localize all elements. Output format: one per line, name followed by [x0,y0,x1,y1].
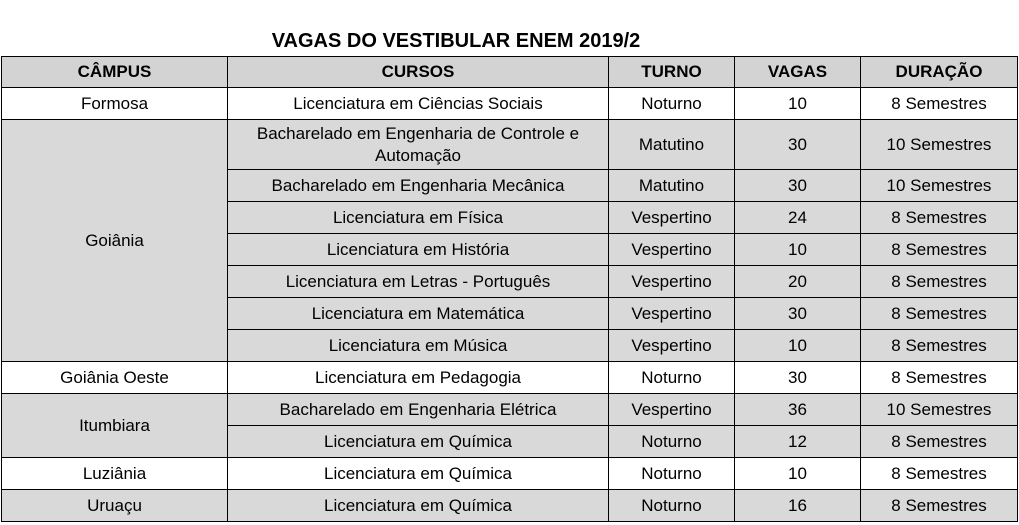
turno-cell: Matutino [609,120,735,170]
curso-cell: Bacharelado em Engenharia de Controle e Automação [228,120,609,170]
curso-cell: Licenciatura em Química [228,458,609,490]
turno-cell: Noturno [609,88,735,120]
duracao-cell: 8 Semestres [861,426,1018,458]
campus-cell: Uruaçu [2,490,228,522]
curso-cell: Bacharelado em Engenharia Elétrica [228,394,609,426]
vagas-cell: 30 [735,298,861,330]
turno-cell: Noturno [609,458,735,490]
table-row [2,88,1018,120]
campus-cell: Goiânia Oeste [2,362,228,394]
duracao-cell: 8 Semestres [861,490,1018,522]
curso-cell: Licenciatura em Música [228,330,609,362]
campus-cell: Formosa [2,88,228,120]
vagas-cell: 30 [735,362,861,394]
duracao-cell: 10 Semestres [861,120,1018,170]
duracao-cell: 10 Semestres [861,394,1018,426]
vagas-cell: 30 [735,170,861,202]
header-vagas: VAGAS [735,57,861,88]
header-cursos: CURSOS [228,57,609,88]
table-row [2,120,1018,170]
turno-cell: Vespertino [609,298,735,330]
turno-cell: Vespertino [609,266,735,298]
page-title: VAGAS DO VESTIBULAR ENEM 2019/2 [271,30,641,52]
vagas-cell: 12 [735,426,861,458]
table-row [2,362,1018,394]
duracao-cell: 8 Semestres [861,362,1018,394]
table-row [2,458,1018,490]
duracao-cell: 8 Semestres [861,266,1018,298]
curso-cell: Licenciatura em Letras - Português [228,266,609,298]
turno-cell: Vespertino [609,202,735,234]
campus-cell: Itumbiara [2,394,228,458]
turno-cell: Vespertino [609,394,735,426]
header-campus: CÂMPUS [2,57,228,88]
header-turno: TURNO [609,57,735,88]
curso-cell: Licenciatura em Química [228,426,609,458]
vagas-cell: 10 [735,88,861,120]
curso-cell: Licenciatura em Química [228,490,609,522]
duracao-cell: 8 Semestres [861,234,1018,266]
table-row [2,394,1018,426]
vagas-cell: 10 [735,234,861,266]
duracao-cell: 10 Semestres [861,170,1018,202]
curso-cell: Licenciatura em Matemática [228,298,609,330]
curso-cell: Licenciatura em Física [228,202,609,234]
turno-cell: Matutino [609,170,735,202]
header-row [2,57,1018,88]
turno-cell: Vespertino [609,234,735,266]
vagas-cell: 10 [735,458,861,490]
duracao-cell: 8 Semestres [861,330,1018,362]
vagas-cell: 20 [735,266,861,298]
curso-cell: Bacharelado em Engenharia Mecânica [228,170,609,202]
campus-cell: Goiânia [2,120,228,362]
campus-cell: Luziânia [2,458,228,490]
duracao-cell: 8 Semestres [861,202,1018,234]
turno-cell: Noturno [609,362,735,394]
turno-cell: Noturno [609,426,735,458]
vagas-cell: 24 [735,202,861,234]
header-duracao: DURAÇÃO [861,57,1018,88]
curso-cell: Licenciatura em Pedagogia [228,362,609,394]
vagas-cell: 16 [735,490,861,522]
duracao-cell: 8 Semestres [861,458,1018,490]
curso-cell: Licenciatura em Ciências Sociais [228,88,609,120]
vagas-table [1,56,1018,522]
vagas-cell: 10 [735,330,861,362]
vagas-cell: 36 [735,394,861,426]
turno-cell: Vespertino [609,330,735,362]
curso-cell: Licenciatura em História [228,234,609,266]
turno-cell: Noturno [609,490,735,522]
vagas-cell: 30 [735,120,861,170]
table-row [2,490,1018,522]
duracao-cell: 8 Semestres [861,88,1018,120]
duracao-cell: 8 Semestres [861,298,1018,330]
